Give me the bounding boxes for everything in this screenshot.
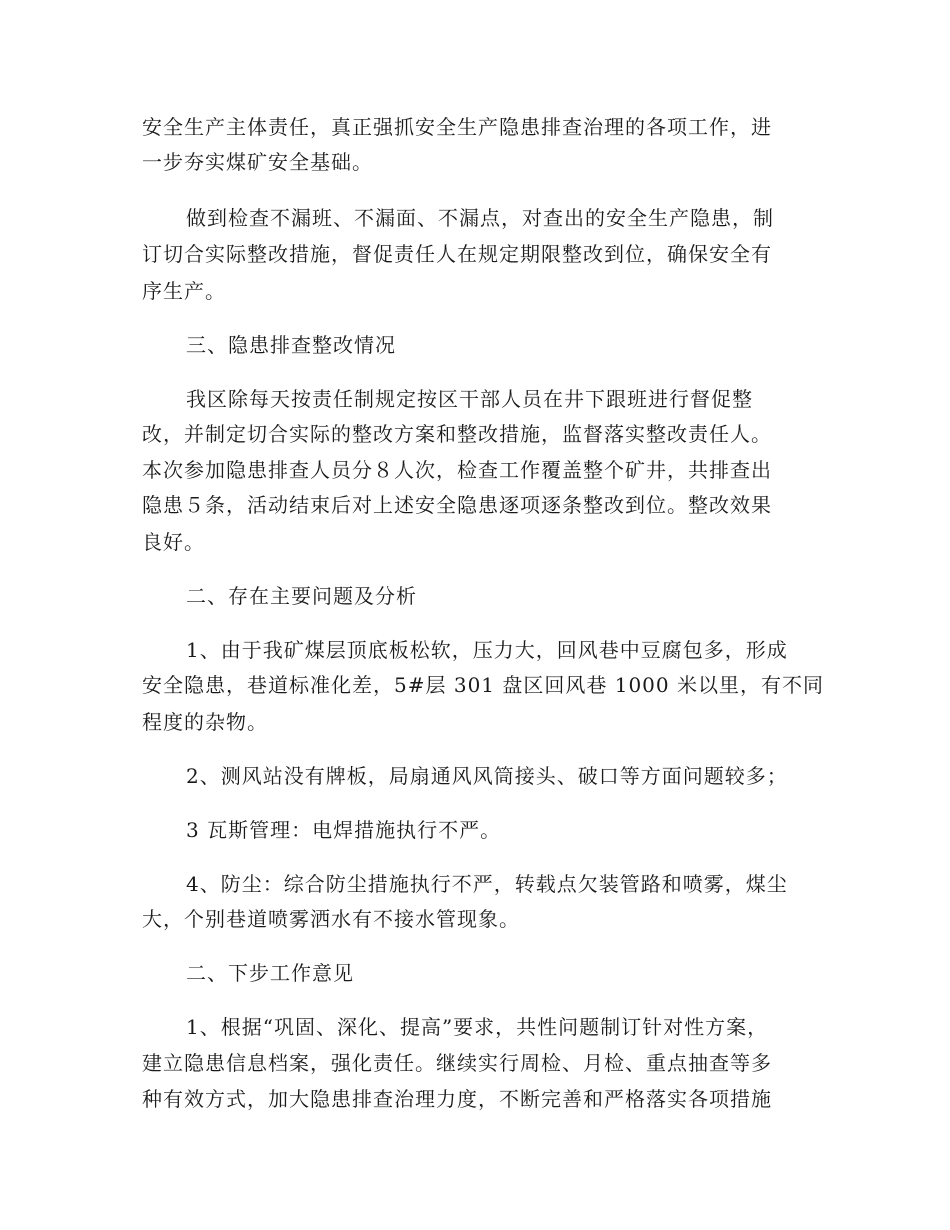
paragraph-line: 程度的杂物。 — [142, 710, 268, 734]
section-heading: 三、隐患排查整改情况 — [186, 333, 396, 357]
paragraph-line: 4、防尘：综合防尘措施执行不严，转载点欠装管路和喷雾，煤尘 — [186, 872, 788, 896]
paragraph-line: 1、由于我矿煤层顶底板松软，压力大，回风巷中豆腐包多，形成 — [186, 638, 788, 662]
paragraph-line: 良好。 — [142, 530, 205, 554]
section-heading: 二、存在主要问题及分析 — [186, 584, 417, 608]
paragraph-line: 1、根据“巩固、深化、提高”要求，共性问题制订针对性方案， — [186, 1015, 769, 1039]
paragraph-line: 2、测风站没有牌板，局扇通风风筒接头、破口等方面问题较多； — [186, 764, 788, 788]
paragraph-line: 一步夯实煤矿安全基础。 — [142, 150, 373, 174]
paragraph-line: 大，个别巷道喷雾洒水有不接水管现象。 — [142, 907, 520, 931]
paragraph-line: 建立隐患信息档案，强化责任。继续实行周检、月检、重点抽查等多 — [142, 1051, 772, 1075]
paragraph-line: 隐患５条，活动结束后对上述安全隐患逐项逐条整改到位。整改效果 — [142, 493, 772, 517]
section-heading: 二、下步工作意见 — [186, 961, 354, 985]
paragraph-line: 3 瓦斯管理：电焊措施执行不严。 — [186, 818, 502, 842]
paragraph-line: 种有效方式，加大隐患排查治理力度，不断完善和严格落实各项措施 — [142, 1087, 772, 1111]
paragraph-line: 订切合实际整改措施，督促责任人在规定期限整改到位，确保安全有 — [142, 242, 772, 266]
paragraph-line: 安全隐患，巷道标准化差，5#层 301 盘区回风巷 1000 米以里，有不同 — [142, 673, 824, 697]
paragraph-line: 序生产。 — [142, 279, 226, 303]
paragraph-line: 本次参加隐患排查人员分８人次，检查工作覆盖整个矿井，共排查出 — [142, 458, 772, 482]
paragraph-line: 安全生产主体责任，真正强抓安全生产隐患排查治理的各项工作，进 — [142, 115, 772, 139]
paragraph-line: 做到检查不漏班、不漏面、不漏点，对查出的安全生产隐患，制 — [186, 206, 774, 230]
paragraph-line: 改，并制定切合实际的整改方案和整改措施，监督落实整改责任人。 — [142, 422, 772, 446]
paragraph-line: 我区除每天按责任制规定按区干部人员在井下跟班进行督促整 — [186, 387, 753, 411]
